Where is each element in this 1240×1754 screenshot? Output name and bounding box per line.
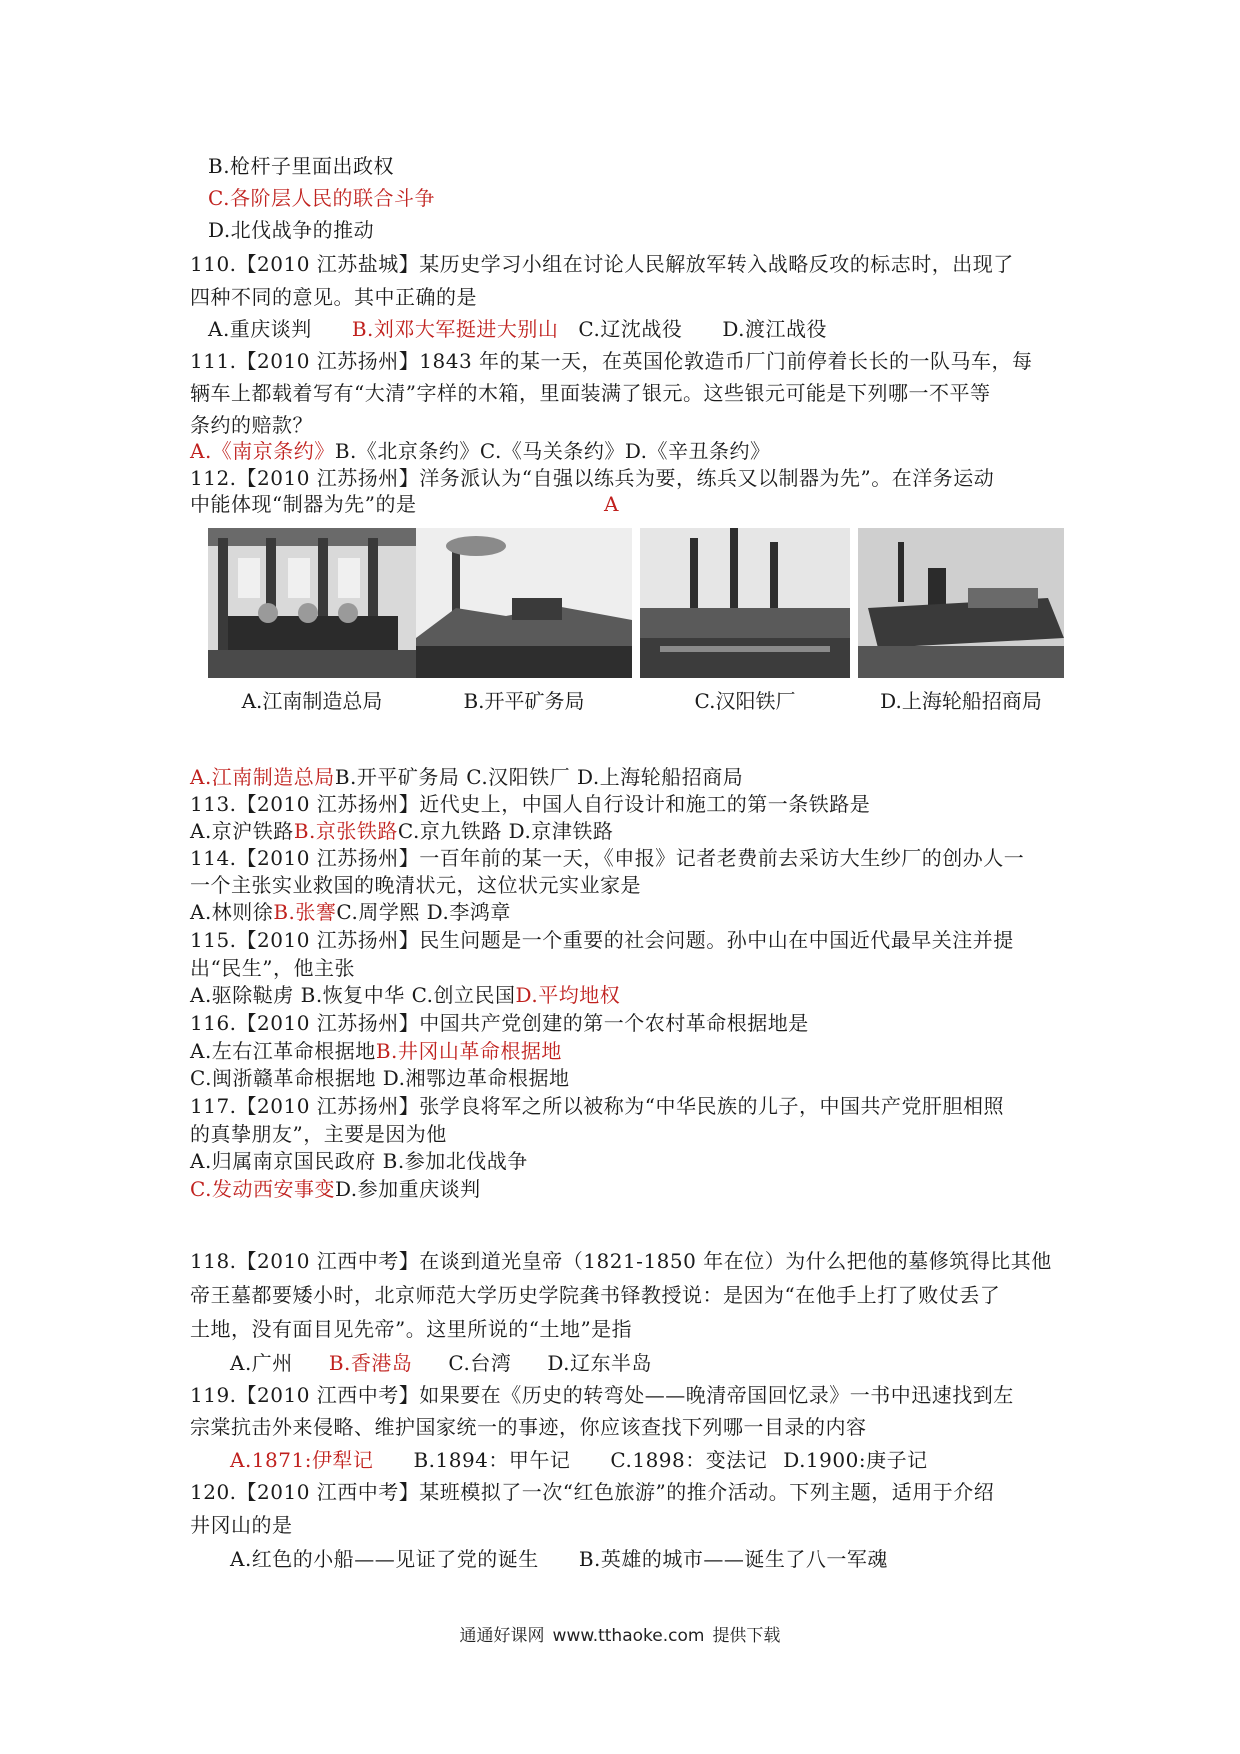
- q119-option-c: C.1898：变法记: [610, 1448, 768, 1472]
- q119-options: [230, 1446, 1100, 1475]
- photo-shanghai-steamship: [858, 528, 1064, 678]
- q120-stem-line2: 井冈山的是: [190, 1513, 293, 1537]
- q113-stem: 113.【2010 江苏扬州】近代史上，中国人自行设计和施工的第一条铁路是: [190, 792, 871, 816]
- photo-caption-c: C.汉阳铁厂: [694, 689, 796, 713]
- q114-options: [190, 898, 1060, 927]
- page-footer: [0, 1621, 1240, 1646]
- q119-option-a-answer: A.1871:伊犁记: [230, 1448, 374, 1472]
- q117-option-d: D.参加重庆谈判: [334, 1177, 481, 1201]
- q117-stem-line2: 的真挚朋友”，主要是因为他: [190, 1122, 447, 1146]
- q119-stem-line1: 119.【2010 江西中考】如果要在《历史的转弯处——晚清帝国回忆录》一书中迅速找到左: [190, 1383, 1014, 1407]
- q116-option-b-answer: B.井冈山革命根据地: [375, 1039, 562, 1063]
- q117-options-cd: [190, 1175, 1060, 1204]
- q115-options: [190, 981, 1060, 1010]
- q112-photo-strip: [208, 528, 1064, 718]
- q111-stem-line2: 辆车上都载着写有“大清”字样的木箱，里面装满了银元。这些银元可能是下列哪一不平等: [190, 381, 991, 405]
- q114-options-rest: C.周学熙 D.李鸿章: [336, 900, 511, 924]
- q110-option-b-answer: B.刘邓大军挺进大别山: [351, 317, 559, 341]
- q117-options-ab: A.归属南京国民政府 B.参加北伐战争: [190, 1149, 528, 1173]
- q120-options: [230, 1545, 1100, 1574]
- photo-kaiping-mines: [416, 528, 632, 678]
- footer-url[interactable]: www.tthaoke.com: [552, 1626, 705, 1646]
- q114-option-b-answer: B.张謇: [273, 900, 337, 924]
- q112-stem-line2: [190, 490, 1060, 519]
- q112-stem-line2-text: 中能体现“制器为先”的是: [190, 492, 417, 516]
- footer-site-name: 通通好课网: [459, 1626, 545, 1646]
- q119-stem-line2: 宗棠抗击外来侵略、维护国家统一的事迹，你应该查找下列哪一目录的内容: [190, 1415, 867, 1439]
- q113-option-a: A.京沪铁路: [190, 819, 294, 843]
- footer-suffix: 提供下载: [712, 1626, 781, 1646]
- q109-option-b: B.枪杆子里面出政权: [208, 154, 395, 178]
- q114-stem-line2: 一个主张实业救国的晚清状元，这位状元实业家是: [190, 873, 641, 897]
- q110-option-d: D.渡江战役: [722, 317, 828, 341]
- q119-option-b: B.1894：甲午记: [413, 1448, 571, 1472]
- q109-option-c-answer: C.各阶层人民的联合斗争: [208, 186, 435, 210]
- q112-options: [190, 763, 1060, 792]
- q120-stem-line1: 120.【2010 江西中考】某班模拟了一次“红色旅游”的推介活动。下列主题，适用于介绍: [190, 1480, 995, 1504]
- q118-option-c: C.台湾: [448, 1351, 512, 1375]
- photo-jiangnan-arsenal: [208, 528, 416, 678]
- q110-options: [208, 315, 1078, 344]
- q112-stem-line1: 112.【2010 江苏扬州】洋务派认为“自强以练兵为要，练兵又以制器为先”。在洋务运动: [190, 466, 995, 490]
- q118-options: [230, 1349, 1100, 1378]
- q112-options-rest: B.开平矿务局 C.汉阳铁厂 D.上海轮船招商局: [334, 765, 744, 789]
- q114-option-a: A.林则徐: [190, 900, 274, 924]
- q111-stem-line1: 111.【2010 江苏扬州】1843 年的某一天，在英国伦敦造币厂门前停着长长的一队马车，每: [190, 349, 1033, 373]
- q118-stem-line1: 118.【2010 江西中考】在谈到道光皇帝（1821-1850 年在位）为什么把他的墓修筑得比其他: [190, 1249, 1052, 1273]
- q111-options: [190, 437, 1060, 466]
- q118-option-a: A.广州: [230, 1351, 293, 1375]
- photo-caption-d: D.上海轮船招商局: [880, 689, 1042, 713]
- q116-stem: 116.【2010 江苏扬州】中国共产党创建的第一个农村革命根据地是: [190, 1011, 809, 1035]
- q117-stem-line1: 117.【2010 江苏扬州】张学良将军之所以被称为“中华民族的儿子，中国共产党肝胆相照: [190, 1094, 1005, 1118]
- q111-stem-line3: 条约的赔款？: [190, 413, 313, 437]
- q113-option-b-answer: B.京张铁路: [293, 819, 398, 843]
- q110-stem-line2: 四种不同的意见。其中正确的是: [190, 285, 477, 309]
- q114-stem-line1: 114.【2010 江苏扬州】一百年前的某一天，《申报》记者老费前去采访大生纱厂的创办人一: [190, 846, 1025, 870]
- q112-option-a-answer: A.江南制造总局: [190, 765, 335, 789]
- q119-option-d: D.1900:庚子记: [783, 1448, 928, 1472]
- q113-options-rest: C.京九铁路 D.京津铁路: [397, 819, 614, 843]
- q109-option-d: D.北伐战争的推动: [208, 218, 375, 242]
- q118-stem-line3: 土地，没有面目见先帝”。这里所说的“土地”是指: [190, 1317, 633, 1341]
- q118-stem-line2: 帝王墓都要矮小时，北京师范大学历史学院龚书铎教授说：是因为“在他手上打了败仗丢了: [190, 1283, 1001, 1307]
- q120-option-a: A.红色的小船——见证了党的诞生: [230, 1547, 539, 1571]
- q111-option-a-answer: A.《南京条约》: [190, 439, 335, 463]
- q112-answer-mark: A: [604, 492, 619, 516]
- q115-stem-line1: 115.【2010 江苏扬州】民生问题是一个重要的社会问题。孙中山在中国近代最早关注并提: [190, 928, 1014, 952]
- q116-option-a: A.左右江革命根据地: [190, 1039, 376, 1063]
- photo-hanyang-ironworks: [640, 528, 850, 678]
- q118-option-d: D.辽东半岛: [547, 1351, 653, 1375]
- photo-caption-a: A.江南制造总局: [241, 689, 383, 713]
- q115-option-d-answer: D.平均地权: [515, 983, 621, 1007]
- q117-option-c-answer: C.发动西安事变: [190, 1177, 335, 1201]
- photo-caption-b: B.开平矿务局: [463, 689, 585, 713]
- q116-options-ab: [190, 1037, 1060, 1066]
- q113-options: [190, 817, 1060, 846]
- q110-option-c: C.辽沈战役: [578, 317, 683, 341]
- q120-option-b: B.英雄的城市——诞生了八一军魂: [578, 1547, 888, 1571]
- q115-options-abc: A.驱除鞑虏 B.恢复中华 C.创立民国: [190, 983, 516, 1007]
- q110-stem-line1: 110.【2010 江苏盐城】某历史学习小组在讨论人民解放军转入战略反攻的标志时，出现了: [190, 252, 1014, 276]
- q116-options-cd: C.闽浙赣革命根据地 D.湘鄂边革命根据地: [190, 1066, 570, 1090]
- q110-option-a: A.重庆谈判: [208, 317, 312, 341]
- q115-stem-line2: 出“民生”，他主张: [190, 956, 355, 980]
- q118-option-b-answer: B.香港岛: [328, 1351, 413, 1375]
- q111-options-rest: B.《北京条约》C.《马关条约》D.《辛丑条约》: [334, 439, 771, 463]
